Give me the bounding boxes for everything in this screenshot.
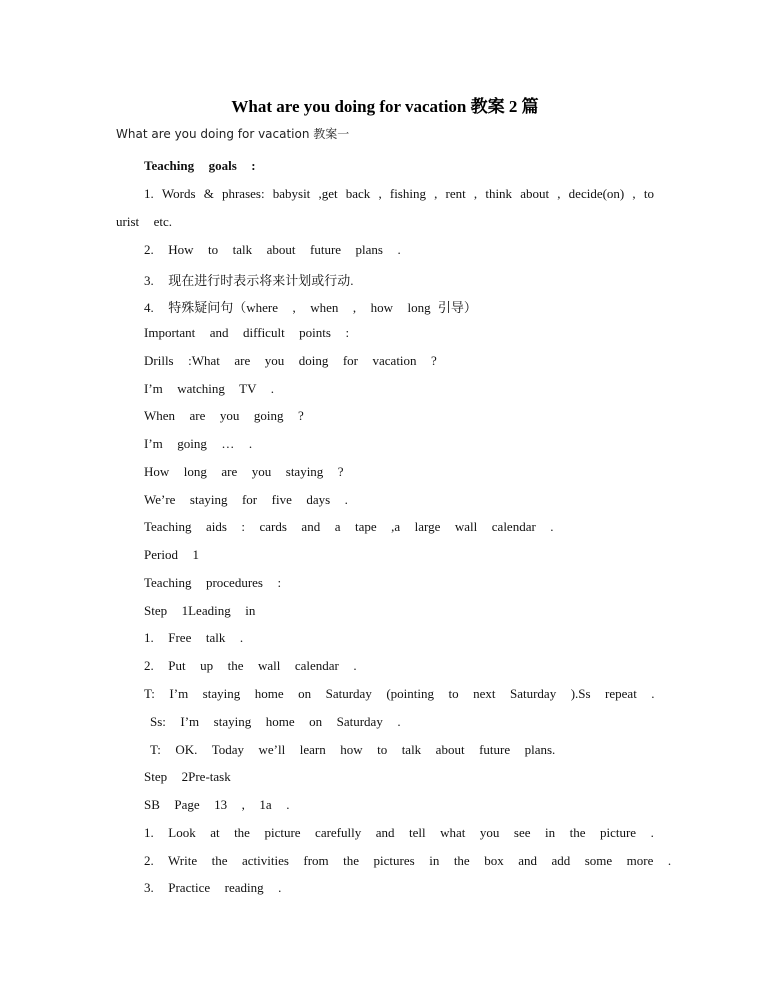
- text-line: SB Page 13 , 1a .: [144, 797, 290, 812]
- text-line: 1. Look at the picture carefully and tell what you see in the picture .: [144, 825, 654, 840]
- goal-1-word: babysit: [272, 186, 311, 201]
- text-line: We’re staying for five days .: [144, 492, 348, 507]
- document-subtitle: What are you doing for vacation 教案一: [116, 127, 350, 141]
- goal-1-word: about: [520, 186, 550, 201]
- goal-1-word: ,: [632, 186, 636, 201]
- goal-1-word: fishing: [389, 186, 426, 201]
- goal-1-word: ,: [557, 186, 561, 201]
- text-line: Drills :What are you doing for vacation ?: [144, 353, 437, 368]
- goal-1-word: ,: [434, 186, 438, 201]
- text-line: Step 1Leading in: [144, 603, 256, 618]
- goal-1-word: decide(on): [568, 186, 625, 201]
- goal-1-continuation: urist etc.: [116, 214, 173, 229]
- text-line: When are you going ?: [144, 408, 304, 423]
- text-line: I’m going … .: [144, 436, 253, 451]
- text-line: 2. Put up the wall calendar .: [144, 658, 357, 673]
- teaching-goals-heading: Teaching goals :: [144, 158, 256, 173]
- goal-1-word: 1.: [144, 186, 154, 201]
- goal-1-word: &: [203, 186, 214, 201]
- text-line: Period 1: [144, 547, 199, 562]
- text-line: Teaching procedures :: [144, 575, 282, 590]
- goal-1-word: to: [643, 186, 654, 201]
- goal-1-word: phrases:: [221, 186, 265, 201]
- text-line: 1. Free talk .: [144, 630, 244, 645]
- goal-1-word: rent: [445, 186, 466, 201]
- goal-1-word: ,: [378, 186, 382, 201]
- goal-1-word: Words: [161, 186, 196, 201]
- document-title: What are you doing for vacation 教案 2 篇: [231, 97, 539, 116]
- text-line: Teaching aids : cards and a tape ,a large wall calendar .: [144, 519, 554, 534]
- text-line: How long are you staying ?: [144, 464, 344, 479]
- text-line: Step 2Pre-task: [144, 769, 231, 784]
- goal-1-word: think: [485, 186, 513, 201]
- text-line: 3. Practice reading .: [144, 880, 282, 895]
- text-line: T: I’m staying home on Saturday (pointing to next Saturday ).Ss repeat .: [144, 686, 655, 701]
- text-line: 2. How to talk about future plans .: [144, 242, 401, 257]
- text-line: Important and difficult points :: [144, 325, 350, 340]
- text-line: 2. Write the activities from the pictures in the box and add some more .: [144, 853, 672, 868]
- text-line: T: OK. Today we’ll learn how to talk about future plans.: [150, 742, 556, 757]
- text-line: Ss: I’m staying home on Saturday .: [150, 714, 401, 729]
- text-line: 3. 现在进行时表示将来计划或行动.: [144, 273, 354, 288]
- goal-1-word: back: [345, 186, 371, 201]
- text-line: 4. 特殊疑问句（where , when , how long 引导）: [144, 300, 477, 315]
- goal-1-word: ,: [473, 186, 478, 201]
- goal-1-line: [144, 186, 654, 202]
- goal-1-word: ,get: [318, 186, 338, 201]
- text-line: I’m watching TV .: [144, 381, 275, 396]
